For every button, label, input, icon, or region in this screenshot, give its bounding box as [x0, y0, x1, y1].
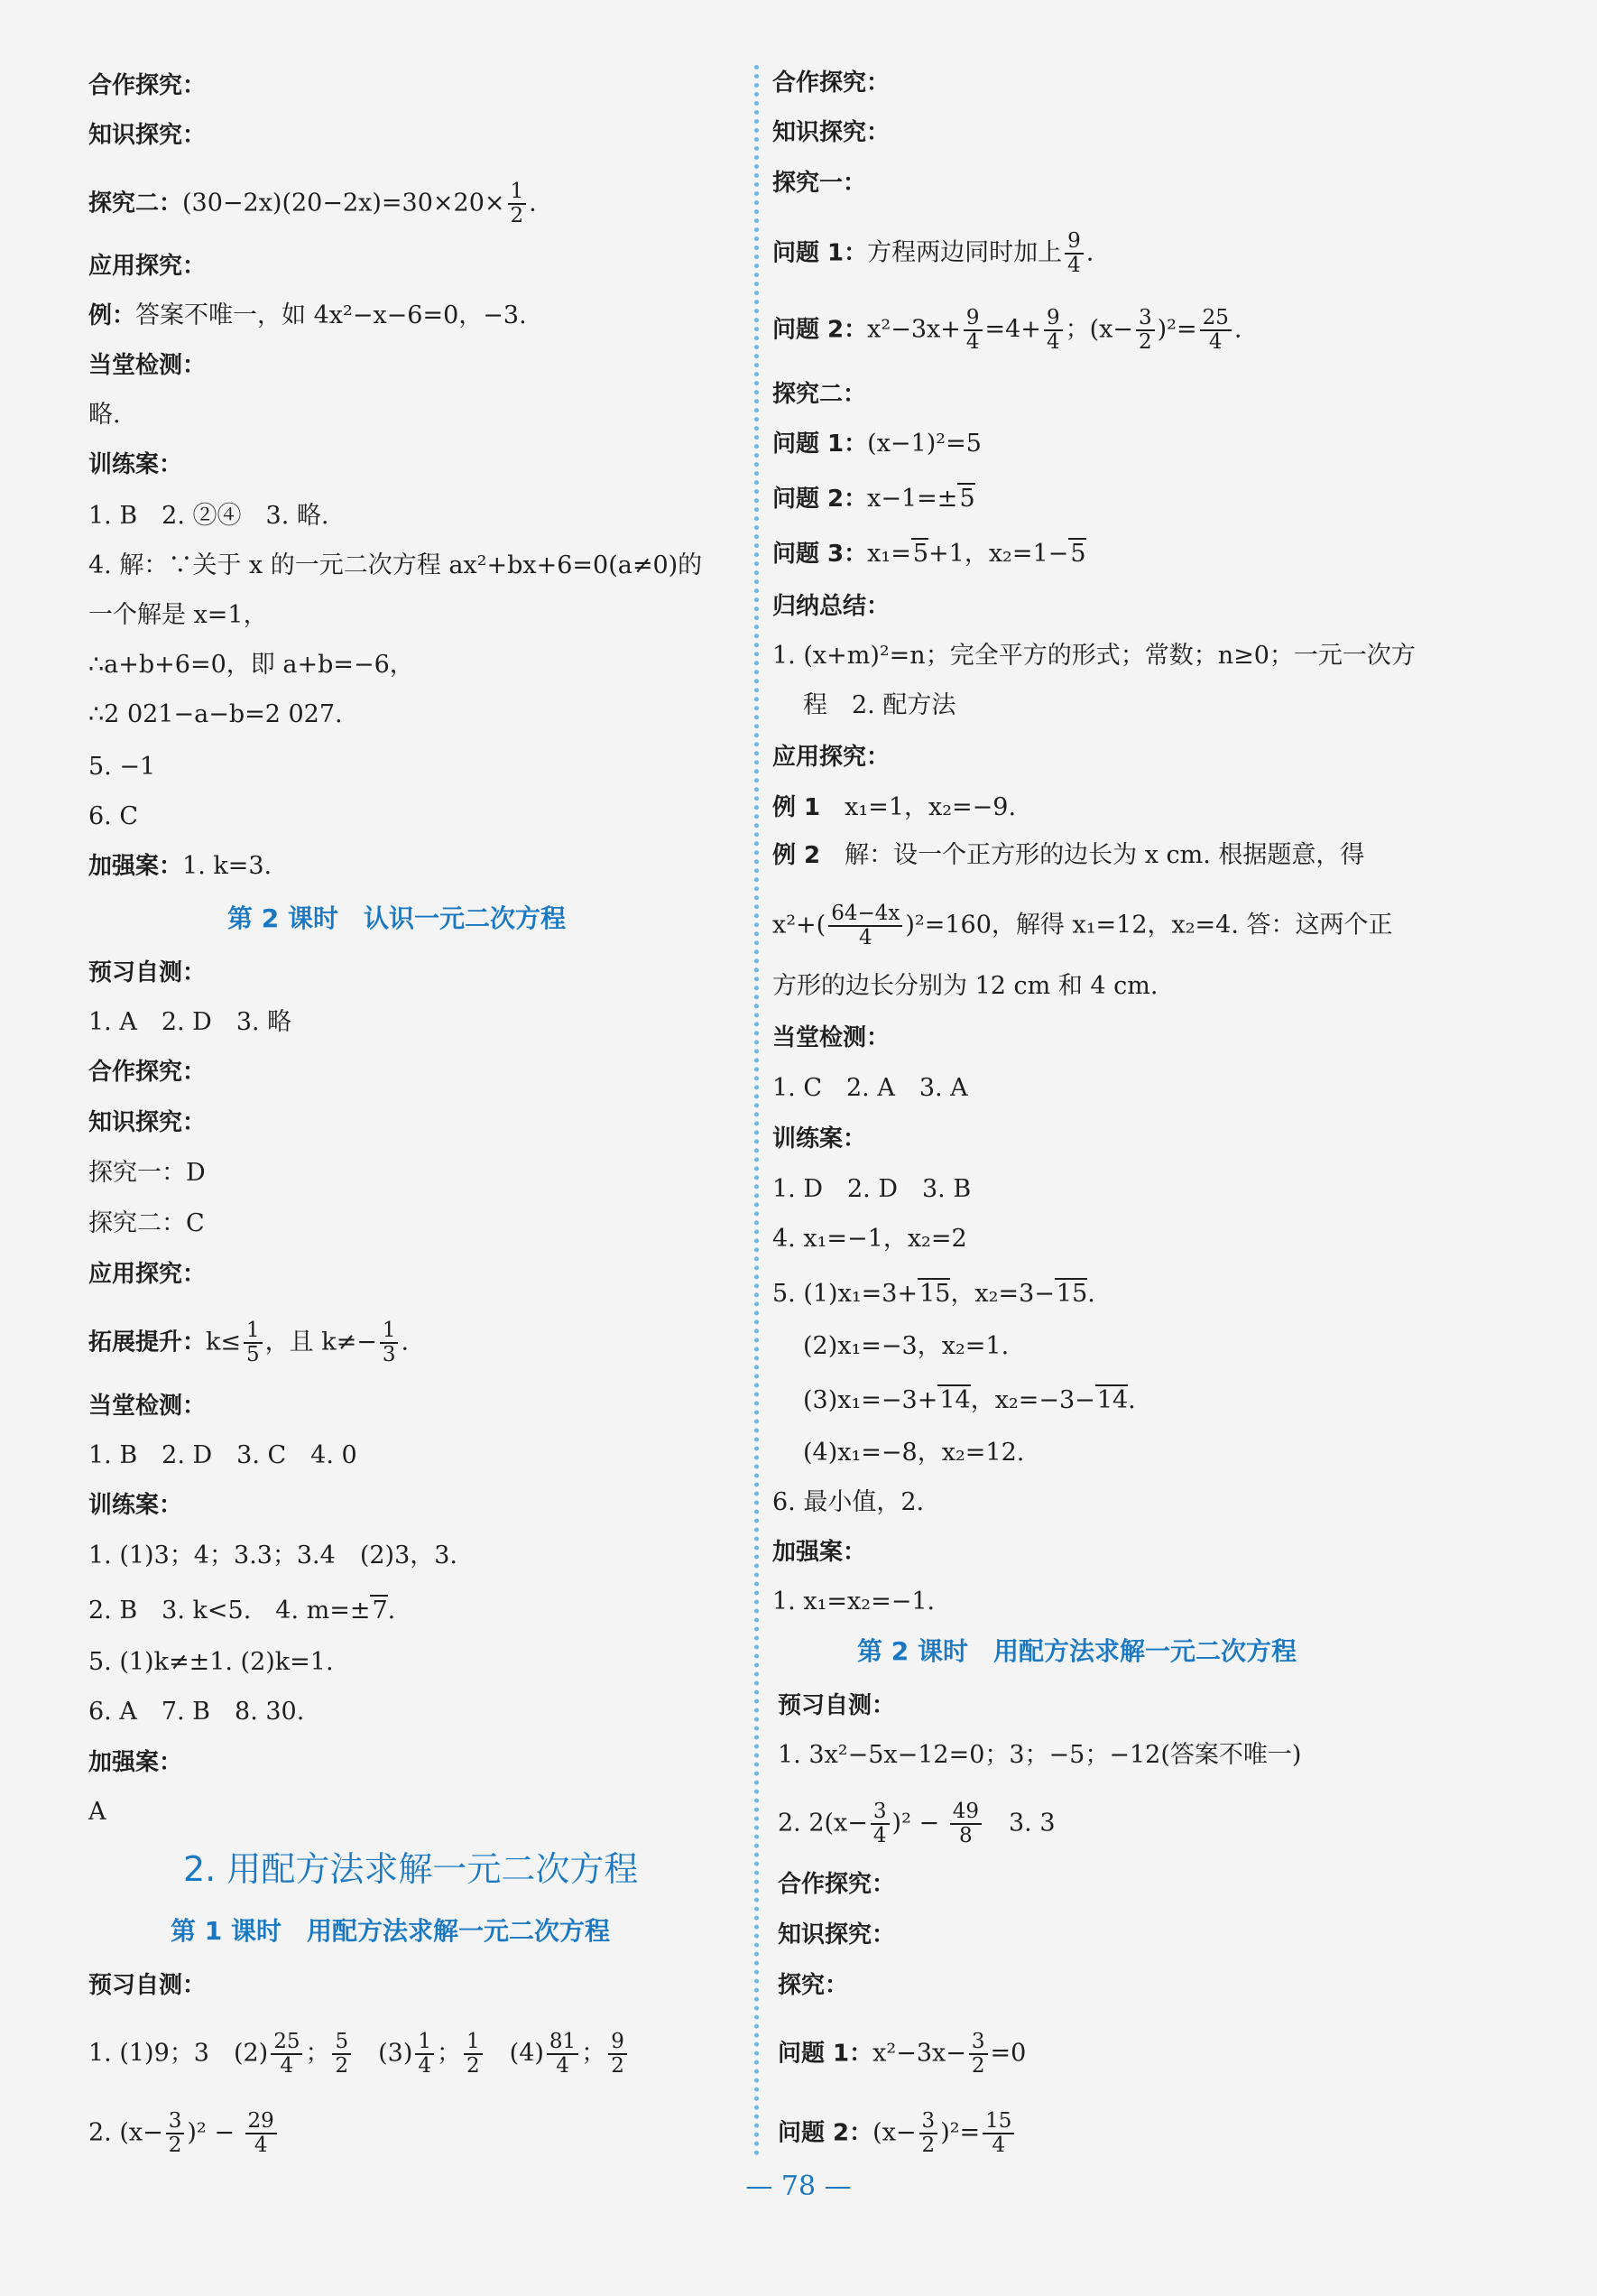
answer-line: x²+( $\frac{64-4x}{4}$ )²=160，解得 x₁=12，x₂=4. 答：这两个正 — [772, 902, 1393, 949]
heading-application: 应用探究： — [88, 253, 207, 280]
answer-line: 问题 2：(x− $\frac{3}{2}$ )²= $\frac{15}{4}$ — [778, 2110, 1017, 2157]
answer-line: 1. B 2. ②④ 3. 略. — [88, 502, 329, 530]
answer-line: 方形的边长分别为 12 cm 和 4 cm. — [772, 972, 1159, 1000]
answer-line: (4)x₁=−8，x₂=12. — [803, 1439, 1025, 1467]
explore-two-label: 探究二： — [88, 190, 183, 218]
fraction: $\frac{1}{5}$ — [244, 1319, 263, 1366]
lesson-title: 第 2 课时 用配方法求解一元二次方程 — [857, 1636, 1297, 1666]
answer-line: (3)x₁=−3+14，x₂=−3−14. — [803, 1386, 1136, 1414]
answer-line: 2. (x− $\frac{3}{2}$ )² − $\frac{29}{4}$ — [88, 2110, 280, 2157]
heading-summary: 归纳总结： — [772, 593, 891, 620]
answer-line: 1. C 2. A 3. A — [772, 1074, 968, 1102]
answer-line: 问题 1：方程两边同时加上 $\frac{9}{4}$ . — [772, 229, 1094, 277]
answer-line: 例 1 x₁=1，x₂=−9. — [772, 793, 1017, 821]
answer-line: 1. (x+m)²=n；完全平方的形式；常数；n≥0；一元一次方 — [772, 642, 1416, 670]
explore-two-answer: 探究二：(30−2x)(20−2x)=30×20× $\frac{1}{2}$ . — [88, 180, 537, 227]
answer-line: 1. B 2. D 3. C 4. 0 — [88, 1441, 357, 1469]
heading-explore: 探究： — [778, 1972, 849, 1999]
answer-line: 加强案：1. k=3. — [88, 852, 272, 880]
heading-application: 应用探究： — [772, 744, 891, 771]
heading-cooperation: 合作探究： — [88, 1059, 207, 1086]
fraction: $\frac{1}{3}$ — [380, 1319, 399, 1366]
page-number-value: 78 — [780, 2171, 817, 2202]
heading-preview: 预习自测： — [88, 1972, 207, 1999]
answer-line: 问题 1：x²−3x− $\frac{3}{2}$ =0 — [778, 2030, 1027, 2078]
heading-cooperation: 合作探究： — [778, 1871, 896, 1898]
answer-line: 例 2 解：设一个正方形的边长为 x cm. 根据题意，得 — [772, 841, 1365, 869]
answer-line: 1. (1)9；3 (2) $\frac{25}{4}$ ； $\frac{5}{2}$ (3) $\frac{1}{4}$ ； $\frac{1}{2}$ (4) $\frac{81}{4}$ ； $\frac{9}{2}$ — [88, 2031, 630, 2078]
heading-application: 应用探究： — [88, 1261, 207, 1288]
answer-line: ∴2 021−a−b=2 027. — [88, 700, 343, 728]
answer-line: 5. (1)x₁=3+15，x₂=3−15. — [772, 1280, 1095, 1308]
answer-line: 5. −1 — [88, 753, 156, 781]
page-number: — 78 — — [745, 2171, 852, 2202]
answer-line: 2. 2(x− $\frac{3}{4}$ )² − $\frac{49}{8}$ 3. 3 — [778, 1800, 1056, 1847]
extension-answer: 拓展提升：k≤ $\frac{1}{5}$ ，且 k≠− $\frac{1}{3}$ . — [88, 1319, 410, 1366]
heading-enhancement: 加强案： — [772, 1539, 867, 1566]
answer-line: 探究二：C — [88, 1209, 205, 1237]
answer-line: 探究一：D — [88, 1159, 206, 1187]
answer-line: 2. B 3. k<5. 4. m=±7. — [88, 1597, 396, 1625]
heading-training: 训练案： — [772, 1125, 867, 1153]
heading-training: 训练案： — [88, 1492, 183, 1519]
answer-line: 问题 3：x₁=5+1，x₂=1−5 — [772, 540, 1086, 568]
answer-line: 问题 2：x²−3x+ $\frac{9}{4}$ =4+ $\frac{9}{4}$ ；(x− $\frac{3}{2}$ )²= $\frac{25}{4}$ . — [772, 306, 1242, 354]
answer-line: 问题 1：(x−1)²=5 — [772, 430, 982, 458]
answer-line: A — [88, 1798, 106, 1826]
answer-line: 程 2. 配方法 — [803, 691, 956, 719]
answer-line: 4. 解：∵关于 x 的一元二次方程 ax²+bx+6=0(a≠0)的 — [88, 551, 703, 579]
heading-cooperation: 合作探究： — [88, 72, 207, 99]
answer-line: 6. A 7. B 8. 30. — [88, 1698, 305, 1726]
heading-class-test: 当堂检测： — [772, 1024, 891, 1051]
answer-line: 一个解是 x=1， — [88, 601, 268, 629]
heading-cooperation: 合作探究： — [772, 69, 891, 97]
answer-line: 4. x₁=−1，x₂=2 — [772, 1225, 967, 1253]
explore-two-expr: (30−2x)(20−2x)=30×20× — [182, 189, 505, 218]
heading-explore-one: 探究一： — [772, 170, 867, 197]
answer-line: 1. x₁=x₂=−1. — [772, 1588, 936, 1616]
answer-line: 问题 2：x−1=±5 — [772, 485, 975, 513]
heading-class-test: 当堂检测： — [88, 352, 207, 379]
heading-knowledge: 知识探究： — [88, 122, 207, 149]
answer-line: 6. 最小值，2. — [772, 1488, 925, 1516]
answer-line: ∴a+b+6=0，即 a+b=−6， — [88, 651, 414, 679]
heading-training: 训练案： — [88, 451, 183, 478]
answer-line: 1. 3x²−5x−12=0；3；−5；−12(答案不唯一) — [778, 1741, 1302, 1769]
heading-explore-two: 探究二： — [772, 381, 867, 408]
answer-line: 5. (1)k≠±1. (2)k=1. — [88, 1648, 334, 1676]
heading-preview: 预习自测： — [88, 959, 207, 986]
answer-line: (2)x₁=−3，x₂=1. — [803, 1332, 1010, 1360]
answer-line: 1. (1)3；4；3.3；3.4 (2)3，3. — [88, 1541, 458, 1569]
heading-knowledge: 知识探究： — [772, 119, 891, 146]
column-divider — [754, 65, 759, 2157]
fraction: $\frac{1}{2}$ — [508, 181, 527, 227]
answer-text: 略. — [88, 401, 121, 429]
heading-knowledge: 知识探究： — [88, 1109, 207, 1136]
heading-class-test: 当堂检测： — [88, 1393, 207, 1420]
answer-line: 1. A 2. D 3. 略 — [88, 1008, 292, 1036]
lesson-title: 第 2 课时 认识一元二次方程 — [227, 903, 566, 933]
section-title: 2. 用配方法求解一元二次方程 — [183, 1849, 639, 1889]
answer-line: 6. C — [88, 802, 139, 830]
heading-knowledge: 知识探究： — [778, 1921, 896, 1949]
lesson-title: 第 1 课时 用配方法求解一元二次方程 — [171, 1916, 610, 1946]
answer-line: 1. D 2. D 3. B — [772, 1175, 972, 1203]
example-answer: 例：答案不唯一，如 4x²−x−6=0，−3. — [88, 301, 527, 329]
heading-enhancement: 加强案： — [88, 1749, 183, 1776]
heading-preview: 预习自测： — [778, 1692, 896, 1719]
